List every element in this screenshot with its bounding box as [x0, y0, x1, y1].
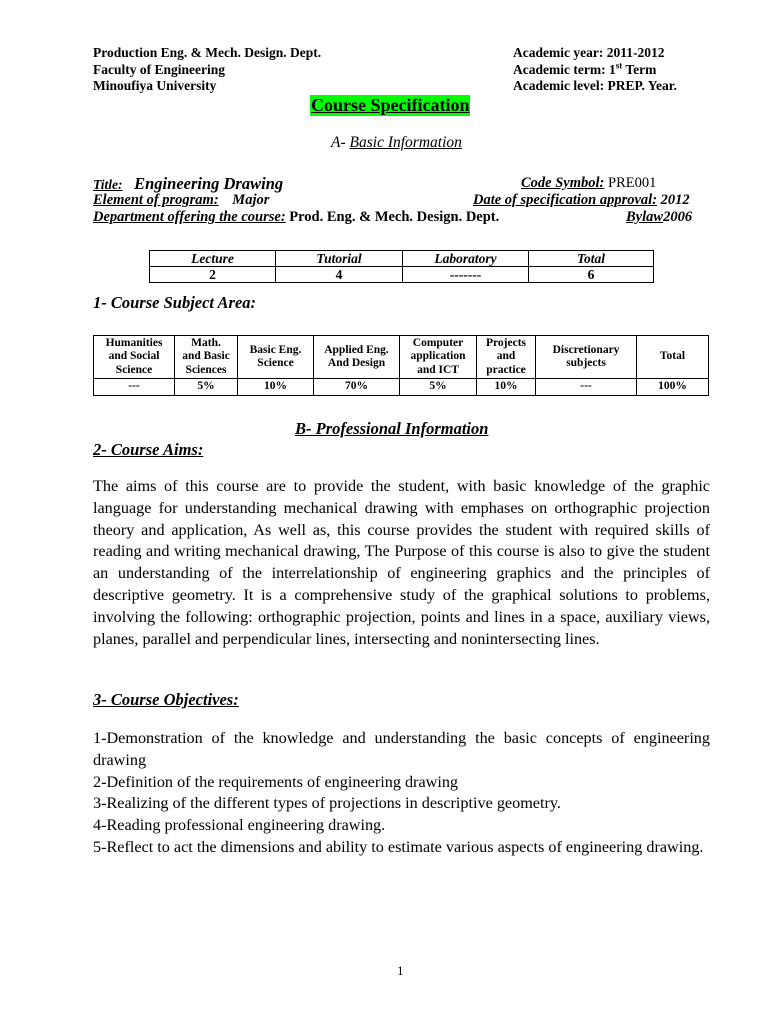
- title-row: [93, 174, 283, 194]
- hours-header: Lecture: [150, 251, 276, 267]
- hours-value: 4: [276, 267, 403, 283]
- subject-header: Discretionary subjects: [536, 336, 637, 379]
- bylaw-label: Bylaw: [626, 209, 664, 225]
- code-row: [521, 175, 656, 192]
- objective-item: 4-Reading professional engineering drawing.: [93, 816, 386, 835]
- hours-value: -------: [403, 267, 529, 283]
- aims-paragraph: The aims of this course are to provide the student, with basic knowledge of the graphic language for understanding mechanical drawing with emphases on orthographic projection theory and application, As well as, this course provides the student with required skills of reading and writing mechanical drawing, The Purpose of this course is also to give the student an understanding of the interrelationship of engineering graphics and the principles of descriptive geometry. It is a comprehensive study of the graphical solutions to problems, involving the following: orthographic projection, points and lines in a space, auxiliary views, planes, parallel and perpendicular lines, intersecting and nonintersecting lines.: [93, 477, 710, 648]
- hours-value: 2: [150, 267, 276, 283]
- subject-header: Total: [637, 336, 709, 379]
- dept-label: Department offering the course:: [93, 209, 286, 225]
- hours-header: Laboratory: [403, 251, 529, 267]
- bylaw-row: [626, 209, 692, 226]
- hours-value: 6: [529, 267, 654, 283]
- objectives-heading: 3- Course Objectives:: [93, 690, 239, 709]
- subject-value: 5%: [400, 379, 477, 396]
- aims-heading: 2- Course Aims:: [93, 440, 204, 459]
- approval-label: Date of specification approval:: [473, 192, 658, 208]
- element-label: Element of program:: [93, 192, 219, 208]
- subject-header: Basic Eng. Science: [238, 336, 314, 379]
- code-label: Code Symbol:: [521, 175, 605, 191]
- bylaw-value: 2006: [663, 209, 693, 225]
- hours-header: Tutorial: [276, 251, 403, 267]
- subject-area-table: [93, 335, 709, 396]
- subject-value: 10%: [238, 379, 314, 396]
- objective-item: 3-Realizing of the different types of projections in descriptive geometry.: [93, 794, 561, 813]
- page-number: 1: [397, 963, 404, 978]
- element-row: [93, 192, 269, 209]
- objective-item: 1-Demonstration of the knowledge and understanding the basic concepts of engineering drawing: [93, 729, 710, 769]
- academic-term: Academic term: 1st Term: [513, 60, 657, 77]
- hours-table: [149, 250, 654, 283]
- subject-value: ---: [94, 379, 175, 396]
- approval-value: 2012: [660, 192, 690, 208]
- subject-value: 70%: [314, 379, 400, 396]
- section-a-heading: A- Basic Information: [331, 134, 462, 151]
- objectives-list: [93, 728, 710, 859]
- academic-level: Academic level: PREP. Year.: [513, 78, 677, 93]
- subject-value: 100%: [637, 379, 709, 396]
- subject-header: Math. and Basic Sciences: [175, 336, 238, 379]
- faculty-name: Faculty of Engineering: [93, 61, 225, 77]
- section-b-heading: B- Professional Information: [295, 419, 489, 438]
- approval-row: [473, 192, 690, 209]
- subject-header: Humanities and Social Science: [94, 336, 175, 379]
- university-name: Minoufiya University: [93, 78, 217, 93]
- dept-value: Prod. Eng. & Mech. Design. Dept.: [289, 209, 500, 225]
- subject-area-heading: 1- Course Subject Area:: [93, 293, 257, 312]
- header-left: [93, 45, 321, 95]
- dept-row: [93, 209, 499, 226]
- dept-name: Production Eng. & Mech. Design. Dept.: [93, 45, 322, 60]
- doc-title: Course Specification: [311, 95, 470, 115]
- objective-item: 5-Reflect to act the dimensions and ability to estimate various aspects of engineering drawing.: [93, 837, 704, 856]
- subject-header: Projects and practice: [477, 336, 536, 379]
- hours-header: Total: [529, 251, 654, 267]
- subject-value: 5%: [175, 379, 238, 396]
- title-value: Engineering Drawing: [134, 174, 284, 193]
- objective-item: 2-Definition of the requirements of engineering drawing: [93, 772, 459, 791]
- code-value: PRE001: [608, 175, 657, 191]
- subject-header: Computer application and ICT: [400, 336, 477, 379]
- subject-header: Applied Eng. And Design: [314, 336, 400, 379]
- element-value: Major: [232, 192, 270, 208]
- header-right: [513, 45, 677, 95]
- academic-year: Academic year: 2011-2012: [513, 45, 665, 60]
- title-label: Title:: [93, 177, 123, 192]
- subject-value: ---: [536, 379, 637, 396]
- subject-value: 10%: [477, 379, 536, 396]
